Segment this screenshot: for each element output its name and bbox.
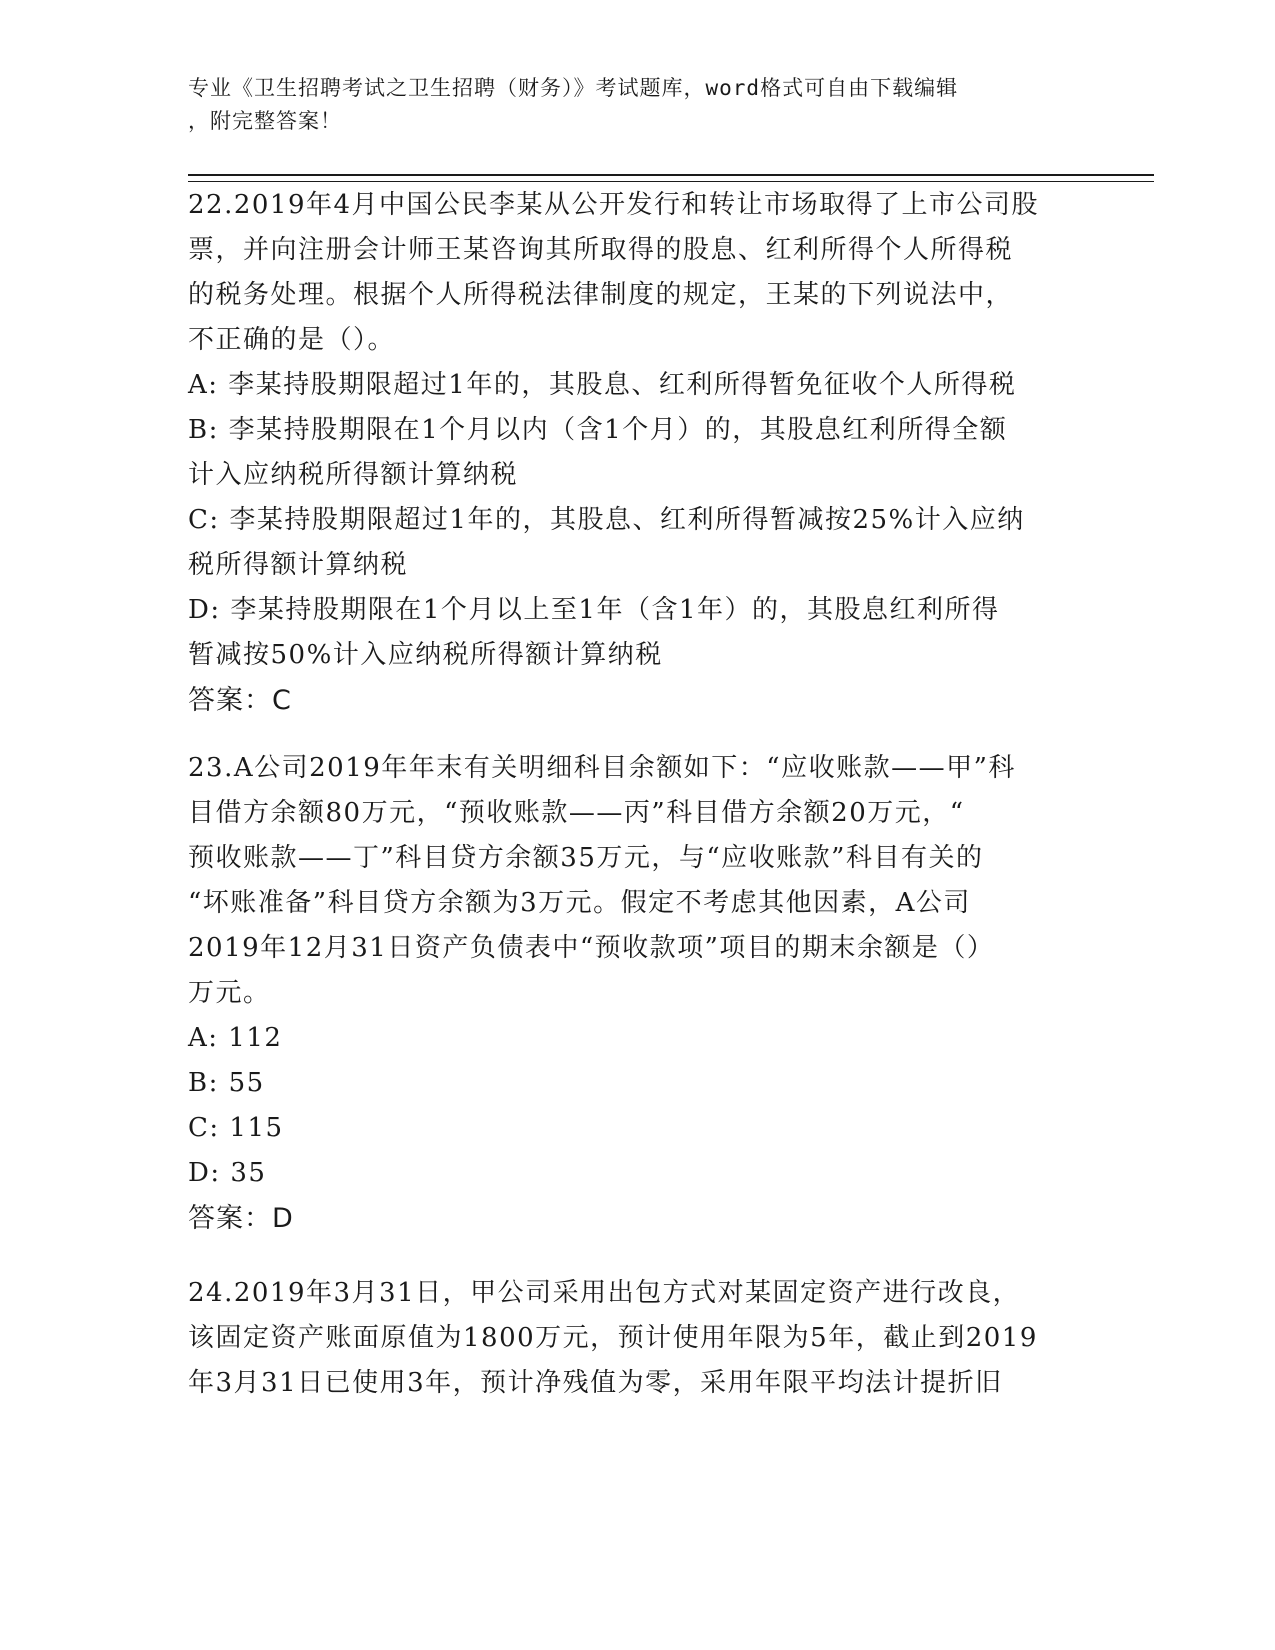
question-stem-line: 该固定资产账面原值为1800万元，预计使用年限为5年，截止到2019 — [188, 1323, 1038, 1353]
answer-label: 答案：C — [188, 685, 292, 716]
option-c: C: 李某持股期限超过1年的，其股息、红利所得暂减按25%计入应纳 — [188, 505, 1025, 535]
question-stem-line: 万元。 — [188, 978, 271, 1008]
question-stem-line: 不正确的是（）。 — [188, 325, 396, 355]
option-c: C: 115 — [188, 1113, 284, 1143]
question-stem-line: 目借方余额80万元，“预收账款——丙”科目借方余额20万元，“ — [188, 798, 965, 828]
option-d-continued: 暂减按50%计入应纳税所得额计算纳税 — [188, 640, 663, 670]
option-b: B: 李某持股期限在1个月以内（含1个月）的，其股息红利所得全额 — [188, 415, 1008, 445]
question-24 — [188, 1271, 1088, 1406]
option-c-continued: 税所得额计算纳税 — [188, 550, 409, 580]
option-a: A: 李某持股期限超过1年的，其股息、红利所得暂免征收个人所得税 — [188, 370, 1017, 400]
header-line: 专业《卫生招聘考试之卫生招聘（财务）》考试题库，word格式可自由下载编辑 — [188, 76, 959, 100]
option-b: B: 55 — [188, 1068, 265, 1098]
question-stem-line: 2019年12月31日资产负债表中“预收款项”项目的期末余额是（） — [188, 933, 995, 963]
question-stem-line: “坏账准备”科目贷方余额为3万元。假定不考虑其他因素，A公司 — [188, 888, 971, 918]
option-d: D: 35 — [188, 1158, 267, 1188]
option-a: A: 112 — [188, 1023, 283, 1053]
question-22 — [188, 183, 1088, 723]
header-divider-thin — [188, 181, 1154, 182]
document-header — [188, 72, 1088, 138]
option-d: D: 李某持股期限在1个月以上至1年（含1年）的，其股息红利所得 — [188, 595, 1000, 625]
question-stem-line: 22.2019年4月中国公民李某从公开发行和转让市场取得了上市公司股 — [188, 190, 1040, 220]
answer-label: 答案：D — [188, 1203, 294, 1234]
header-divider-thick — [188, 174, 1154, 176]
option-b-continued: 计入应纳税所得额计算纳税 — [188, 460, 519, 490]
header-line: ，附完整答案！ — [188, 109, 342, 133]
question-stem-line: 预收账款——丁”科目贷方余额35万元，与“应收账款”科目有关的 — [188, 843, 984, 873]
question-23 — [188, 746, 1088, 1241]
question-stem-line: 23.A公司2019年年末有关明细科目余额如下：“应收账款——甲”科 — [188, 753, 1016, 783]
question-stem-line: 的税务处理。根据个人所得税法律制度的规定，王某的下列说法中， — [188, 280, 1014, 310]
question-stem-line: 年3月31日已使用3年，预计净残值为零，采用年限平均法计提折旧 — [188, 1368, 1003, 1398]
question-stem-line: 票，并向注册会计师王某咨询其所取得的股息、红利所得个人所得税 — [188, 235, 1014, 265]
question-stem-line: 24.2019年3月31日，甲公司采用出包方式对某固定资产进行改良， — [188, 1278, 1021, 1308]
